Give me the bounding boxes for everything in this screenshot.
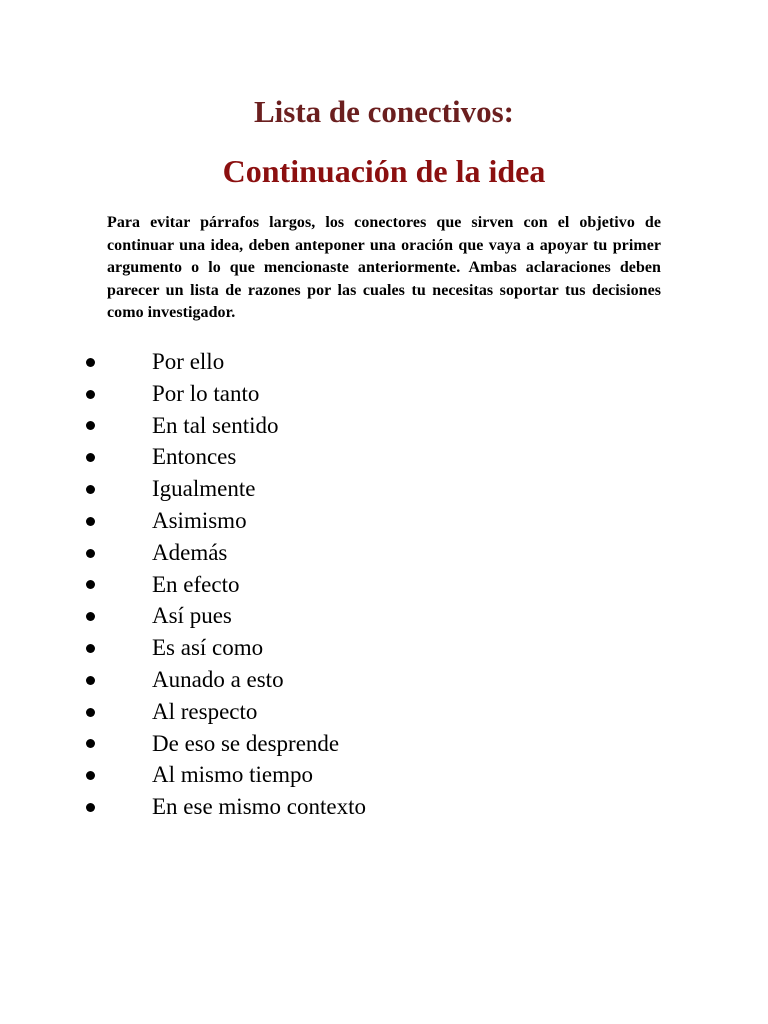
connector-text: Además [152,539,228,565]
bullet-icon [86,517,95,526]
connector-text: Por ello [152,349,225,374]
section-title: Continuación de la idea [222,153,546,189]
connector-text: Al mismo tiempo [152,762,313,788]
intro-paragraph: Para evitar párrafos largos, los conectores que sirven con el objetivo de continuar una idea, deben anteponer una oración que vaya a apoyar tu primer argumento o lo que mencionaste anteriormente. Ambas aclaraciones deben parecer un lista de razones por las cuales tu necesitas soportar tus decisiones como investigador. [107,214,661,321]
bullet-icon [86,676,95,685]
connector-text: En ese mismo contexto [152,794,366,820]
connector-text: Por lo tanto [152,380,260,406]
bullet-icon [86,739,95,748]
connector-text: En tal sentido [152,412,279,438]
connector-text: Asimismo [152,507,247,533]
bullet-icon [86,485,95,494]
page-title: Lista de conectivos: [253,94,515,129]
connector-text: En efecto [152,571,240,597]
bullet-icon [86,453,95,462]
bullet-icon [86,771,95,780]
connector-text: Entonces [152,444,237,470]
connector-text: Igualmente [152,476,256,502]
connector-text: De eso se desprende [152,730,340,756]
bullet-icon [86,421,95,430]
bullet-icon [86,612,95,621]
bullet-icon [86,549,95,558]
bullet-icon [86,803,95,812]
connector-text: Así pues [152,603,232,629]
connector-text: Aunado a esto [152,666,284,692]
bullet-icon [86,580,95,589]
connector-text: Al respecto [152,698,258,724]
connector-text: Es así como [152,635,264,661]
bullet-icon [86,644,95,653]
bullet-icon [86,708,95,717]
bullet-icon [86,358,95,367]
bullet-icon [86,390,95,399]
